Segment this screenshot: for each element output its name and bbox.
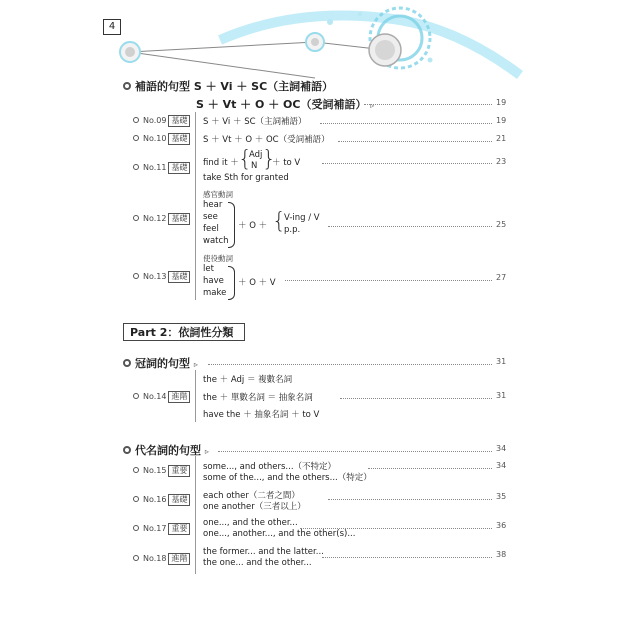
level-tag: 基礎 [168,213,190,225]
bullet-icon [133,273,139,279]
pattern-text: some of the..., and the others...（特定） [203,473,372,483]
pattern-option: V-ing / V [284,213,320,223]
pattern-text: have the ＋ 抽象名詞 ＋ to V [203,410,320,420]
leader-dots [322,163,492,164]
page-number: 4 [103,19,121,35]
level-tag: 進階 [168,553,190,565]
arrow-icon: ▹ [193,360,198,369]
pattern-text: one another（三者以上） [203,502,306,512]
entry-number: No.18 進階 [133,553,190,565]
section-heading-articles [123,355,198,371]
leader-dots [328,499,492,500]
verb-category: 使役動詞 [203,254,233,263]
brace-icon: { [238,147,252,172]
pattern-text: ＋ O ＋ V [238,278,276,288]
leader-dots [320,123,492,124]
entry-number: No.09 基礎 [133,115,190,127]
level-tag: 重要 [168,465,190,477]
leader-dots [338,141,492,142]
pattern-text: the one... and the other... [203,558,312,568]
level-tag: 重要 [168,523,190,535]
brace-icon: } [262,147,276,172]
pattern-text: ＋ to V [272,158,301,168]
arrow-icon: ▹ [204,447,209,456]
entry-number: No.15 重要 [133,465,190,477]
bullet-icon [123,446,131,454]
entry-number: No.13 基礎 [133,271,190,283]
page-ref[interactable]: 31 [496,391,507,400]
level-tag: 基礎 [168,115,190,127]
page-ref[interactable]: 34 [496,444,507,453]
leader-dots [208,364,492,365]
entry-number: No.10 基礎 [133,133,190,145]
section-title: 代名詞的句型 [135,444,201,457]
leader-dots [322,557,492,558]
pattern-text: the former... and the latter... [203,547,324,557]
bullet-icon [133,496,139,502]
level-tag: 進階 [168,391,190,403]
leader-dots [328,226,492,227]
page-ref[interactable]: 31 [496,357,507,366]
section-heading-complement [123,78,333,94]
entry-number: No.16 基礎 [133,494,190,506]
pattern-text: some..., and others...（不特定） [203,462,337,472]
bullet-icon [133,467,139,473]
entry-number: No.11 基礎 [133,162,190,174]
part-heading: Part 2：依詞性分類 [123,323,245,341]
bullet-icon [133,164,139,170]
leader-dots [218,451,492,452]
pattern-option: let [203,264,214,274]
pattern-text: take Sth for granted [203,173,289,183]
pattern-text: the ＋ 單數名詞 ＝ 抽象名詞 [203,393,313,403]
bullet-icon [133,215,139,221]
bullet-icon [133,393,139,399]
entry-number: No.12 基礎 [133,213,190,225]
page-ref[interactable]: 38 [496,550,507,559]
bullet-icon [123,359,131,367]
page-ref[interactable]: 19 [496,116,507,125]
bullet-icon [133,135,139,141]
entry-number: No.17 重要 [133,523,190,535]
section-title: 冠詞的句型 [135,357,190,370]
verb-category: 感官動詞 [203,190,233,199]
bullet-icon [133,117,139,123]
divider-rule [195,112,196,300]
pattern-text: the ＋ Adj ＝ 複數名詞 [203,375,293,385]
pattern-text: ＋ O ＋ [238,221,268,231]
leader-dots [285,280,492,281]
page-ref[interactable]: 19 [496,98,507,107]
page-ref[interactable]: 36 [496,521,507,530]
pattern-text: S ＋ Vt ＋ O ＋ OC（受詞補語） [203,135,330,145]
page-ref[interactable]: 34 [496,461,507,470]
leader-dots [300,528,492,529]
section-subtitle: S ＋ Vt ＋ O ＋ OC（受詞補語） [196,98,367,111]
pattern-option: hear [203,200,223,210]
page-ref[interactable]: 35 [496,492,507,501]
brace-icon [228,266,235,300]
brace-icon: { [272,209,286,234]
pattern-option: have [203,276,224,286]
divider-rule [195,456,196,574]
bullet-icon [123,82,131,90]
section-heading-complement-line2 [196,96,374,112]
page-ref[interactable]: 25 [496,220,507,229]
pattern-text: find it ＋ [203,158,239,168]
leader-dots [340,398,492,399]
level-tag: 基礎 [168,162,190,174]
level-tag: 基礎 [168,133,190,145]
section-title: 補語的句型 S ＋ Vi ＋ SC（主詞補語） [135,80,334,93]
leader-dots [368,468,492,469]
level-tag: 基礎 [168,494,190,506]
page-ref[interactable]: 21 [496,134,507,143]
pattern-text: S ＋ Vi ＋ SC（主詞補語） [203,117,307,127]
divider-rule [195,370,196,422]
pattern-option: watch [203,236,229,246]
pattern-option: feel [203,224,219,234]
pattern-option: p.p. [284,225,301,235]
page-ref[interactable]: 27 [496,273,507,282]
arrow-icon: ▹ [370,101,375,110]
pattern-option: see [203,212,218,222]
bullet-icon [133,555,139,561]
pattern-text: one..., and the other... [203,518,298,528]
entry-number: No.14 進階 [133,391,190,403]
level-tag: 基礎 [168,271,190,283]
pattern-option: make [203,288,227,298]
pattern-text: each other（二者之間） [203,491,300,501]
brace-icon [228,202,235,248]
page-ref[interactable]: 23 [496,157,507,166]
leader-dots [364,104,492,105]
pattern-text: one..., another..., and the other(s)... [203,529,356,539]
pattern-option: N [251,161,258,171]
pattern-option: Adj [249,150,263,160]
bullet-icon [133,525,139,531]
